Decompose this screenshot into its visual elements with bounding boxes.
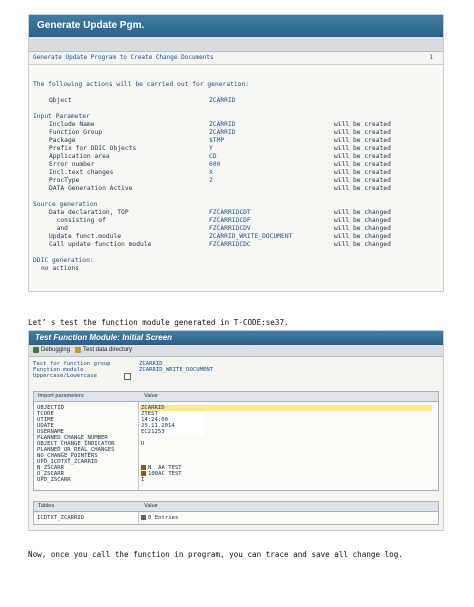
input-row-status: will be created [334,185,391,192]
application-toolbar [29,37,443,52]
param-name: UPD_ICDTXT_ZCARRID [37,459,98,465]
input-row-status: will be created [334,137,391,144]
window-title: Test Function Module: Initial Screen [35,333,173,342]
input-row-value: $TMP [209,137,225,144]
input-row-label: Error number [49,161,95,168]
window-titlebar [29,15,443,37]
test-data-directory-button[interactable] [75,347,132,353]
list-page-number: 1 [429,54,433,61]
object-value: ZCARRID [209,97,236,104]
function-group-value: ZCARRID [139,361,163,367]
source-row-label: Call update function module [49,241,152,248]
input-row-status: will be created [334,153,391,160]
param-value: ZTEST [141,411,158,417]
source-generation-heading: Source generation [33,201,98,208]
intro-text: The following actions will be carried out for generation: [33,81,250,88]
value-heading: Value [144,393,158,399]
test-data-button-label: Test data directory [83,347,133,353]
ddic-generation-heading: DDIC generation: [33,257,94,264]
object-label: Object [49,97,72,104]
param-value: U [141,441,145,447]
input-row-value: 600 [209,161,221,168]
input-parameter-heading: Input Parameter [33,113,90,120]
source-row-value: FZCARRIDCDV [209,225,251,232]
param-value: N AA TEST [148,465,182,471]
source-row-label: Data declaration, TOP [49,209,129,216]
input-row-status: will be created [334,161,391,168]
input-row-status: will be created [334,177,391,184]
param-name: PLANNED_OR_REAL_CHANGES [37,447,115,453]
input-row-status: will be created [334,145,391,152]
ddic-generation-value: no actions [41,265,79,272]
function-module-label: Function module [33,367,84,373]
table-name: ICDTXT_ZCARRID [37,515,85,521]
list-header-text: Generate Update Program to Create Change Documents [33,54,214,61]
source-row-label: and [49,225,68,232]
table-icon[interactable] [141,515,146,520]
test-function-module-window [28,330,444,531]
param-name: NO_CHANGE_POINTERS [37,453,98,459]
input-row-label: Application area [49,153,110,160]
folder-icon [75,347,81,353]
input-row-value: ZCARRID [209,121,236,128]
list-body [29,65,443,291]
caption-se37: Let’ s test the function module generated in T-CODE:se37. [28,318,289,327]
source-row-value: ZCARRID_WRITE_DOCUMENT [209,233,293,240]
param-value: 100AC TEST [148,471,182,477]
param-value: 25.11.2014 [141,423,175,429]
function-group-label: Test for function group [33,361,111,367]
list-header [29,52,443,65]
source-row-status: will be changed [334,233,391,240]
input-row-value: CD [209,153,217,160]
param-value: ZCARRID [141,405,165,411]
source-row-status: will be changed [334,225,391,232]
input-row-status: will be created [334,121,391,128]
param-name: UPD_ZSCARR [37,477,71,483]
window-titlebar [29,331,443,345]
source-row-status: will be changed [334,217,391,224]
application-toolbar [29,345,443,357]
uppercase-lowercase-checkbox[interactable] [124,373,131,380]
input-row-label: DATA Generation Active [49,185,133,192]
tables-table [33,511,439,525]
input-row-label: Incl.text changes [49,169,114,176]
structure-icon[interactable] [141,465,146,470]
table-entries: 0 Entries [148,515,179,521]
param-name: PLANNED_CHANGE_NUMBER [37,435,108,441]
source-row-status: will be changed [334,209,391,216]
input-row-value: Y [209,145,213,152]
tables-heading: Tables [38,503,55,509]
debugging-button-label: Debugging [41,347,71,353]
source-row-label: consisting of [49,217,106,224]
source-row-label: Update funct.module [49,233,122,240]
column-divider [138,512,139,524]
input-row-label: ProcType [49,177,80,184]
debug-icon [33,347,39,353]
source-row-value: FZCARRIDCDC [209,241,251,248]
structure-icon[interactable] [141,471,146,476]
column-divider [138,402,139,490]
input-row-status: will be created [334,129,391,136]
param-name: UTIME [37,417,54,423]
input-row-value: 2 [209,177,213,184]
source-row-value: FZCARRIDCDT [209,209,251,216]
import-parameters-heading: Import parameters [38,393,84,399]
tables-value-heading: Value [144,503,158,509]
input-row-label: Function Group [49,129,103,136]
debugging-button[interactable] [33,347,70,353]
input-row-status: will be created [334,169,391,176]
generate-update-window [28,14,444,292]
param-name: O_ZSCARR [37,471,64,477]
source-row-status: will be changed [334,241,391,248]
param-name: OBJECTID [37,405,64,411]
param-name: N_ZSCARR [37,465,64,471]
input-row-value: X [209,169,213,176]
input-row-value: ZCARRID [209,129,236,136]
param-name: UDATE [37,423,54,429]
param-value: 14:24:00 [141,417,168,423]
param-name: TCODE [37,411,54,417]
input-row-label: Package [49,137,76,144]
param-name: OBJECT_CHANGE_INDICATOR [37,441,115,447]
window-title: Generate Update Pgm. [37,20,145,31]
param-name: USERNAME [37,429,64,435]
function-module-value: ZCARRID_WRITE_DOCUMENT [139,367,214,373]
param-value: EC21253 [141,429,165,435]
source-row-value: FZCARRIDCDF [209,217,251,224]
uppercase-lowercase-label: Uppercase/Lowercase [33,373,97,379]
input-row-label: Prefix for DDIC Objects [49,145,137,152]
caption-change-log: Now, once you call the function in program, you can trace and save all change log. [28,550,403,559]
param-value: I [141,477,145,483]
input-row-label: Include Name [49,121,95,128]
